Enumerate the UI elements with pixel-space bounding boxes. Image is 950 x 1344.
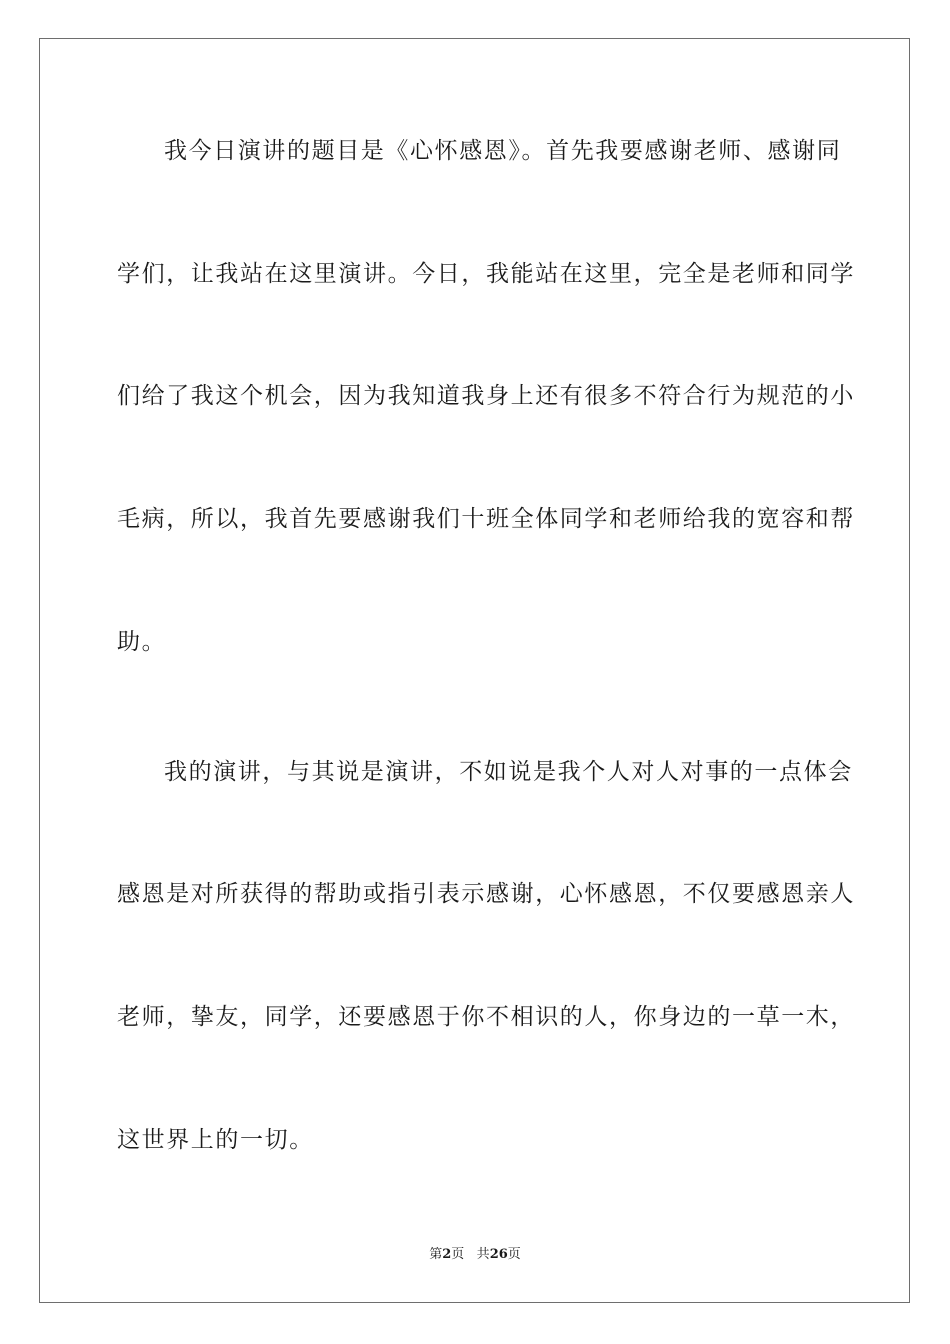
page-number: 2 xyxy=(442,1247,452,1262)
paragraph-2-line-2: 感恩是对所获得的帮助或指引表示感谢，心怀感恩，不仅要感恩亲人 xyxy=(117,881,855,907)
paragraph-1-line-2: 学们，让我站在这里演讲。今日，我能站在这里，完全是老师和同学 xyxy=(117,261,855,287)
page-footer xyxy=(0,1246,950,1264)
paragraph-1-line-3: 们给了我这个机会，因为我知道我身上还有很多不符合行为规范的小 xyxy=(117,383,855,409)
paragraph-1-line-1: 我今日演讲的题目是《心怀感恩》。首先我要感谢老师、感谢同 xyxy=(164,138,842,164)
paragraph-2-line-4: 这世界上的一切。 xyxy=(117,1127,314,1153)
paragraph-1-line-5: 助。 xyxy=(117,629,167,655)
total-prefix: 共 xyxy=(476,1247,490,1262)
page-suffix: 页 xyxy=(451,1247,465,1262)
page-prefix: 第 xyxy=(429,1247,443,1262)
page-border xyxy=(39,38,910,1303)
total-pages: 26 xyxy=(489,1247,508,1262)
total-suffix: 页 xyxy=(507,1247,521,1262)
paragraph-1-line-4: 毛病，所以，我首先要感谢我们十班全体同学和老师给我的宽容和帮 xyxy=(117,506,855,532)
paragraph-2-line-1: 我的演讲，与其说是演讲，不如说是我个人对人对事的一点体会 xyxy=(164,759,853,785)
paragraph-2-line-3: 老师，挚友，同学，还要感恩于你不相识的人，你身边的一草一木， xyxy=(117,1004,855,1030)
